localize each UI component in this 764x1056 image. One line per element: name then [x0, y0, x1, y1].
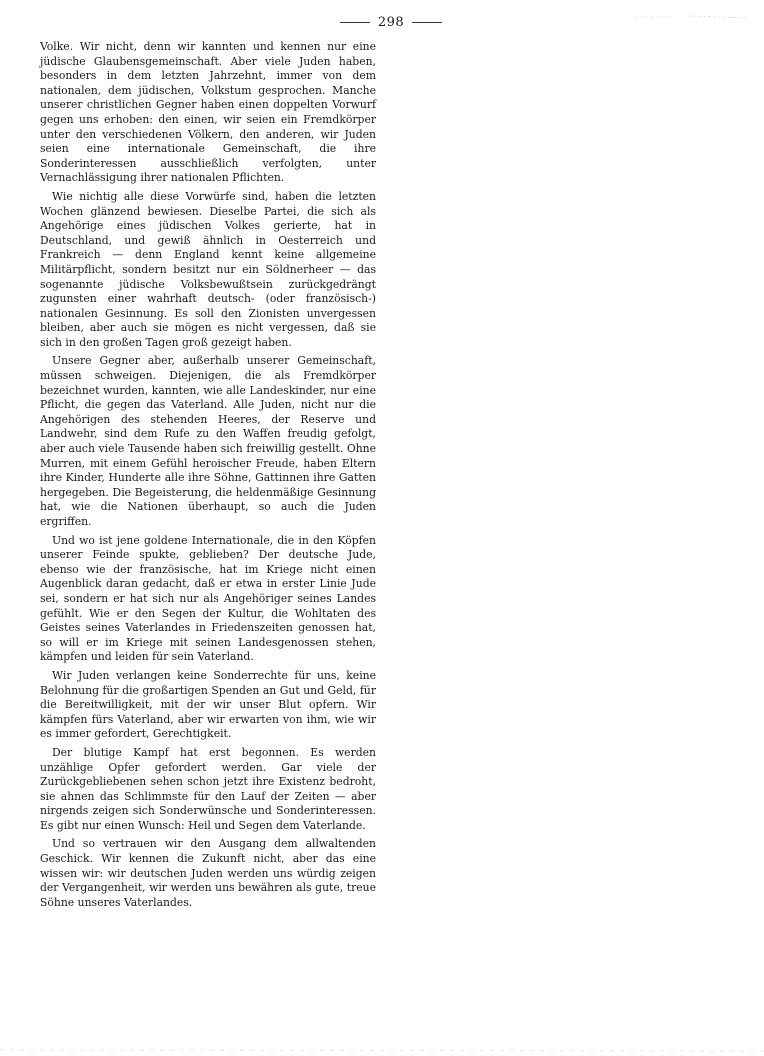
paragraph-5: Wir Juden verlangen keine Sonderrechte für uns, keine Belohnung für die großartigen Spenden an Gut und Geld, für die Bereitwilligkeit, mit der wir unser Blut opfern. Wir kämpfen fürs Vaterland, aber wir erwarten von ihm, wie wir es immer gefordert, Gerechtigkeit.: [40, 668, 376, 741]
paragraph-1: Volke. Wir nicht, denn wir kannten und kennen nur eine jüdische Glaubensgemeinschaft. Aber viele Juden haben, besonders in dem letzten Jahrzehnt, immer von dem nationalen, dem jüdischen, Volkstum gesprochen. Manche unserer christlichen Gegner haben einen doppelten Vorwurf gegen uns erhoben: den einen, wir seien ein Fremdkörper unter den verschiedenen Völkern, den anderen, wir Juden seien eine internationale Gemeinschaft, die ihre Sonderinteressen ausschließlich verfolgten, unter Vernachlässigung ihrer nationalen Pflichten.: [40, 40, 376, 185]
paragraph-6: Der blutige Kampf hat erst begonnen. Es werden unzählige Opfer gefordert werden. Gar viele der Zurückgebliebenen sehen schon jetzt ihre Existenz bedroht, sie ahnen das Schlimmste für den Lauf der Zeiten — aber nirgends zeigen sich Sonderwünsche und Sonderinteressen. Es gibt nur einen Wunsch: Heil und Segen dem Vaterlande.: [40, 745, 376, 832]
paragraph-7: Und so vertrauen wir den Ausgang dem allwaltenden Geschick. Wir kennen die Zukunft nicht, aber das eine wissen wir: wir deutschen Juden werden uns würdig zeigen der Vergangenheit, wir werden uns bewähren als gute, treue Söhne unseres Vaterlandes.: [40, 837, 376, 909]
paragraph-3: Unsere Gegner aber, außerhalb unserer Gemeinschaft, müssen schweigen. Diejenigen, die als Fremdkörper bezeichnet wurden, kannten, wie alle Landeskinder, nur eine Pflicht, die gegen das Vaterland. Alle Juden, nicht nur die Angehörigen des stehenden Heeres, der Reserve und Landwehr, sind dem Rufe zu den Waffen freudig gefolgt, aber auch viele Tausende haben sich freiwillig gestellt. Ohne Murren, mit einem Gefühl heroischer Freude, haben Eltern ihre Kinder, Hunderte alle ihre Söhne, Gattinnen ihre Gatten hergegeben. Die Begeisterung, die heldenmäßige Gesinnung hat, wie die Nationen überhaupt, so auch die Juden ergriffen.: [40, 354, 376, 528]
scan-artifact-top-right: [636, 12, 746, 22]
page-number: 298: [377, 14, 405, 30]
text-column: [40, 40, 376, 914]
page-header: [336, 14, 446, 30]
header-rule-right: [412, 22, 442, 23]
paragraph-4: Und wo ist jene goldene Internationale, die in den Köpfen unserer Feinde spukte, geblieben? Der deutsche Jude, ebenso wie der französische, hat im Kriege nicht einen Augenblick daran gedacht, daß er etwa in erster Linie Jude sei, sondern er hat sich nur als Angehöriger seines Landes gefühlt. Wie er den Segen der Kultur, die Wohltaten des Geistes seines Vaterlandes in Friedenszeiten genossen hat, so will er im Kriege mit seinen Landesgenossen stehen, kämpfen und leiden für sein Vaterland.: [40, 533, 376, 664]
scan-artifact-bottom: [0, 1042, 764, 1056]
header-rule-left: [340, 22, 370, 23]
paragraph-2: Wie nichtig alle diese Vorwürfe sind, haben die letzten Wochen glänzend bewiesen. Dieselbe Partei, die sich als Angehörige eines jüdischen Volkes gerierte, hat in Deutschland, und gewiß ähnlich in Oesterreich und Frankreich — denn England kennt keine allgemeine Militärpflicht, sondern besitzt nur ein Söldnerheer — das sogenannte jüdische Volksbewußtsein zurückgedrängt zugunsten einer wahrhaft deutsch- (oder französisch-) nationalen Gesinnung. Es soll den Zionisten unvergessen bleiben, aber auch sie mögen es nicht vergessen, daß sie sich in den großen Tagen groß gezeigt haben.: [40, 189, 376, 349]
